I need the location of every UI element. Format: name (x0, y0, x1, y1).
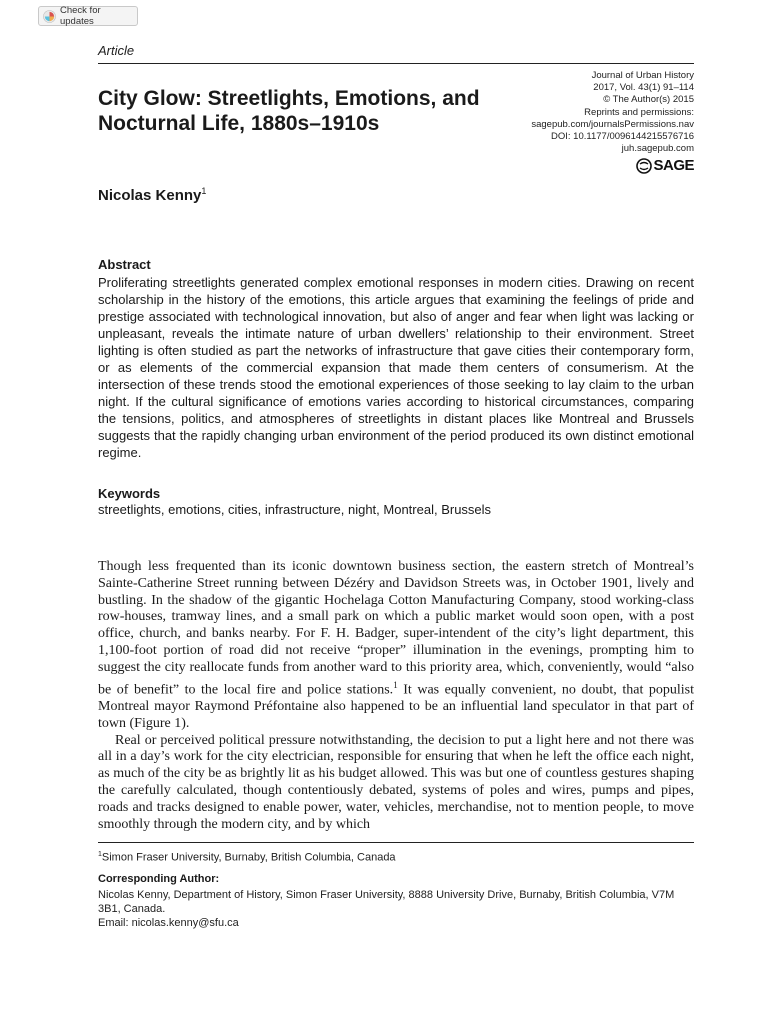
body-paragraph-2: Real or perceived political pressure notwithstanding, the decision to put a light here and not there was all in a day’s work for the city electrician, responsible for ensuring that when he left the office each night, as much of the city be as brightly lit as his budget allowed. This was but one of countless gestures shaping the carefully calculated, though contentiously debated, systems of poles and wires, pumps and pipes, roads and tracks designed to enable power, water, vehicles, merchandise, not to mention people, to move smoothly through the modern city, and by which (98, 732, 694, 832)
affiliation-text: Simon Fraser University, Burnaby, British Columbia, Canada (101, 851, 396, 864)
abstract-heading: Abstract (98, 257, 151, 272)
body-paragraph (98, 559, 694, 733)
journal-reprints: Reprints and permissions: (584, 106, 694, 118)
publisher-logo (636, 157, 694, 174)
body-paragraph-1a: Though less frequented than its iconic downtown business section, the eastern stretch of Montreal’s Sainte-Catherine Street running between Dézéry and Davidson Streets was, in October 1901, lively and bustling. In the shadow of the gigantic Hochelaga Cotton Manufacturing Company, stood working-class row-houses, tramway lines, and a small park on which a public market would soon open, with a post office, church, and banks nearby. For F. H. Badger, super-intendent of the city’s light department, this 1,100-foot portion of road did not receive “proper” illumination in the evenings, prompting him to suggest the city reallocate funds from another ward to this priority area, which, conveniently, would “also be of benefit” to the local fire and police stations. (98, 559, 694, 698)
keywords-heading: Keywords (98, 486, 161, 501)
check-for-updates-icon (43, 10, 56, 23)
sage-logo-icon (636, 158, 652, 174)
corresponding-author-email[interactable]: Email: nicolas.kenny@sfu.ca (98, 917, 239, 929)
check-for-updates-label: Check for updates (59, 5, 101, 27)
journal-info-block (531, 70, 694, 155)
check-for-updates-button[interactable] (38, 6, 138, 26)
journal-name: Journal of Urban History (591, 70, 694, 81)
publisher-name: SAGE (653, 157, 694, 174)
journal-site-link[interactable]: juh.sagepub.com (621, 143, 694, 155)
article-title: City Glow: Streetlights, Emotions, and Nocturnal Life, 1880s–1910s (98, 87, 480, 135)
author-name-text: Nicolas Kenny (98, 187, 202, 204)
abstract-text: Proliferating streetlights generated complex emotional responses in modern cities. Drawing on recent scholarship in the history of the emotions, this article argues that examining the feelings of pride and prestige associated with technological innovation, but also of anger and fear when light was lacking or unpleasant, reveals the intimate nature of urban dwellers’ relationship to their environment. Street lighting is often studied as part the networks of infrastructure that gave cities their contemporary form, or as elements of the commercial expansion that made them centers of consumerism. At the intersection of these trends stood the emotional experiences of those seeking to lay claim to the urban night. If the cultural significance of emotions varies according to historical circumstances, comparing the tensions, politics, and atmospheres of streetlights in distant places like Montreal and Brussels suggests that the rapidly changing urban environment of the period produced its own distinct emotional regime. (98, 275, 694, 460)
corresponding-author-heading: Corresponding Author: (98, 873, 220, 885)
author-name (98, 186, 206, 204)
journal-volume: 2017, Vol. 43(1) 91–114 (593, 82, 694, 94)
affiliation-mark: 1 (98, 851, 102, 858)
journal-doi[interactable]: DOI: 10.1177/0096144215576716 (551, 131, 694, 143)
body-paragraph-1b: It was equally convenient, no doubt, that populist Montreal mayor Raymond Préfontaine also happened to be an influential land speculator in that part of town (Figure 1). (98, 682, 694, 731)
corresponding-author-address: Nicolas Kenny, Department of History, Simon Fraser University, 8888 University Drive, Burnaby, British Columbia, V7M 3B1, Canada. (98, 889, 675, 915)
journal-copyright: © The Author(s) 2015 (603, 94, 694, 106)
keywords-text: streetlights, emotions, cities, infrastructure, night, Montreal, Brussels (98, 502, 492, 517)
footnote-divider (98, 842, 694, 843)
journal-permissions-link[interactable]: sagepub.com/journalsPermissions.nav (531, 118, 694, 130)
header-divider (98, 63, 694, 64)
author-affil-mark: 1 (201, 186, 207, 196)
affiliation-note (98, 851, 396, 864)
footnote-ref[interactable]: 1 (393, 679, 398, 690)
article-body (98, 559, 694, 833)
article-type-label: Article (98, 43, 135, 58)
